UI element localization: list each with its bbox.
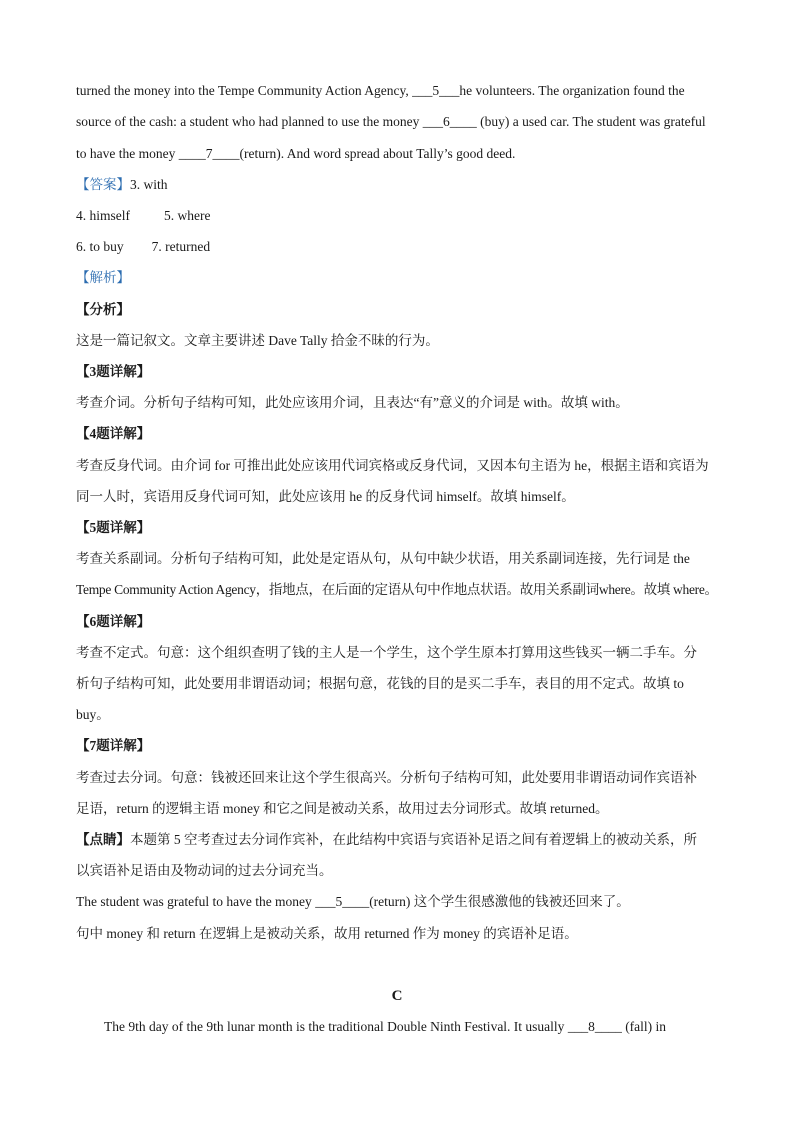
dianjing-line-3: [76, 893, 630, 911]
passage-text: turned the money into the Tempe Community Action Agency,: [76, 83, 413, 98]
q5-text-2: Tempe Community Action Agency，指地点，在后面的定语从句中作地点状语。故用关系副词where。故填 where。: [76, 582, 718, 597]
q6-text-3: buy。: [76, 707, 110, 722]
answer-line: [76, 207, 210, 225]
blank-5: ___5___: [412, 83, 460, 98]
blank-7: ____7____: [178, 146, 240, 161]
q5-tag: 【5题详解】: [76, 520, 151, 535]
dianjing-text: The student was grateful to have the money: [76, 894, 316, 909]
passage-line-1: [76, 82, 685, 100]
dianjing-text: 本题第 5 空考查过去分词作宾补，在此结构中宾语与宾语补足语之间有着逻辑上的被动关系，所: [130, 832, 697, 847]
passage-text: (fall) in: [621, 1019, 667, 1034]
answer-tag: 【答案】: [76, 177, 130, 192]
passage-text: to have the money: [76, 146, 179, 161]
passage-text: (buy) a used car. The student was grateful: [476, 114, 706, 129]
q7-text-1: 考查过去分词。句意：钱被还回来让这个学生很高兴。分析句子结构可知，此处要用非谓语动词作宾语补: [76, 770, 697, 785]
answer-5: 5. where: [164, 208, 211, 223]
passage-text: he volunteers. The organization found the: [459, 83, 685, 98]
q4-text-2: 同一人时，宾语用反身代词可知，此处应该用 he 的反身代词 himself。故填 himself。: [76, 489, 575, 504]
answer-line: [76, 176, 168, 194]
answer-line: [76, 238, 210, 256]
dianjing-tag: 【点睛】: [76, 832, 130, 847]
q3-tag: 【3题详解】: [76, 364, 151, 379]
q4-text-1: 考查反身代词。由介词 for 可推出此处应该用代词宾格或反身代词，又因本句主语为 he，根据主语和宾语为: [76, 458, 709, 473]
dianjing-line-1: [76, 831, 697, 849]
fenxi-text: 这是一篇记叙文。文章主要讲述 Dave Tally 拾金不昧的行为。: [76, 333, 439, 348]
dianjing-line-4: 句中 money 和 return 在逻辑上是被动关系，故用 returned 作为 money 的宾语补足语。: [76, 926, 578, 941]
q5-text-1: 考查关系副词。分析句子结构可知，此处是定语从句，从句中缺少状语，用关系副词连接，先行词是 the: [76, 551, 690, 566]
passage-line-2: [76, 113, 706, 131]
passage-line-3: [76, 145, 515, 163]
q3-text: 考查介词。分析句子结构可知，此处应该用介词，且表达“有”意义的介词是 with。故填 with。: [76, 395, 629, 410]
fenxi-tag: 【分析】: [76, 302, 130, 317]
dianjing-blank: ___5____: [315, 894, 370, 909]
answer-7: 7. returned: [151, 239, 211, 254]
q4-tag: 【4题详解】: [76, 426, 151, 441]
passage-text: The 9th day of the 9th lunar month is the traditional Double Ninth Festival. It usually: [104, 1019, 568, 1034]
section-heading: C: [391, 988, 403, 1004]
dianjing-text: (return) 这个学生很感激他的钱被还回来了。: [369, 894, 630, 909]
q6-text-1: 考查不定式。句意：这个组织查明了钱的主人是一个学生，这个学生原本打算用这些钱买一辆二手车。分: [76, 645, 697, 660]
answer-4: 4. himself: [76, 208, 130, 223]
blank-8: ___8____: [567, 1019, 622, 1034]
answer-6: 6. to buy: [76, 239, 124, 254]
q6-text-2: 析句子结构可知，此处要用非谓语动词；根据句意，花钱的目的是买二手车，表目的用不定式。故填 to: [76, 676, 684, 691]
q7-text-2: 足语，return 的逻辑主语 money 和它之间是被动关系，故用过去分词形式。故填 returned。: [76, 801, 609, 816]
q6-tag: 【6题详解】: [76, 614, 151, 629]
passage-text: (return). And word spread about Tally’s good deed.: [239, 146, 516, 161]
analysis-tag: 【解析】: [76, 270, 130, 285]
blank-6: ___6____: [422, 114, 477, 129]
answer-3: 3. with: [130, 177, 168, 192]
passage-text: source of the cash: a student who had planned to use the money: [76, 114, 423, 129]
q7-tag: 【7题详解】: [76, 738, 151, 753]
section-c-line-1: [104, 1018, 666, 1036]
dianjing-line-2: 以宾语补足语由及物动词的过去分词充当。: [76, 863, 333, 878]
